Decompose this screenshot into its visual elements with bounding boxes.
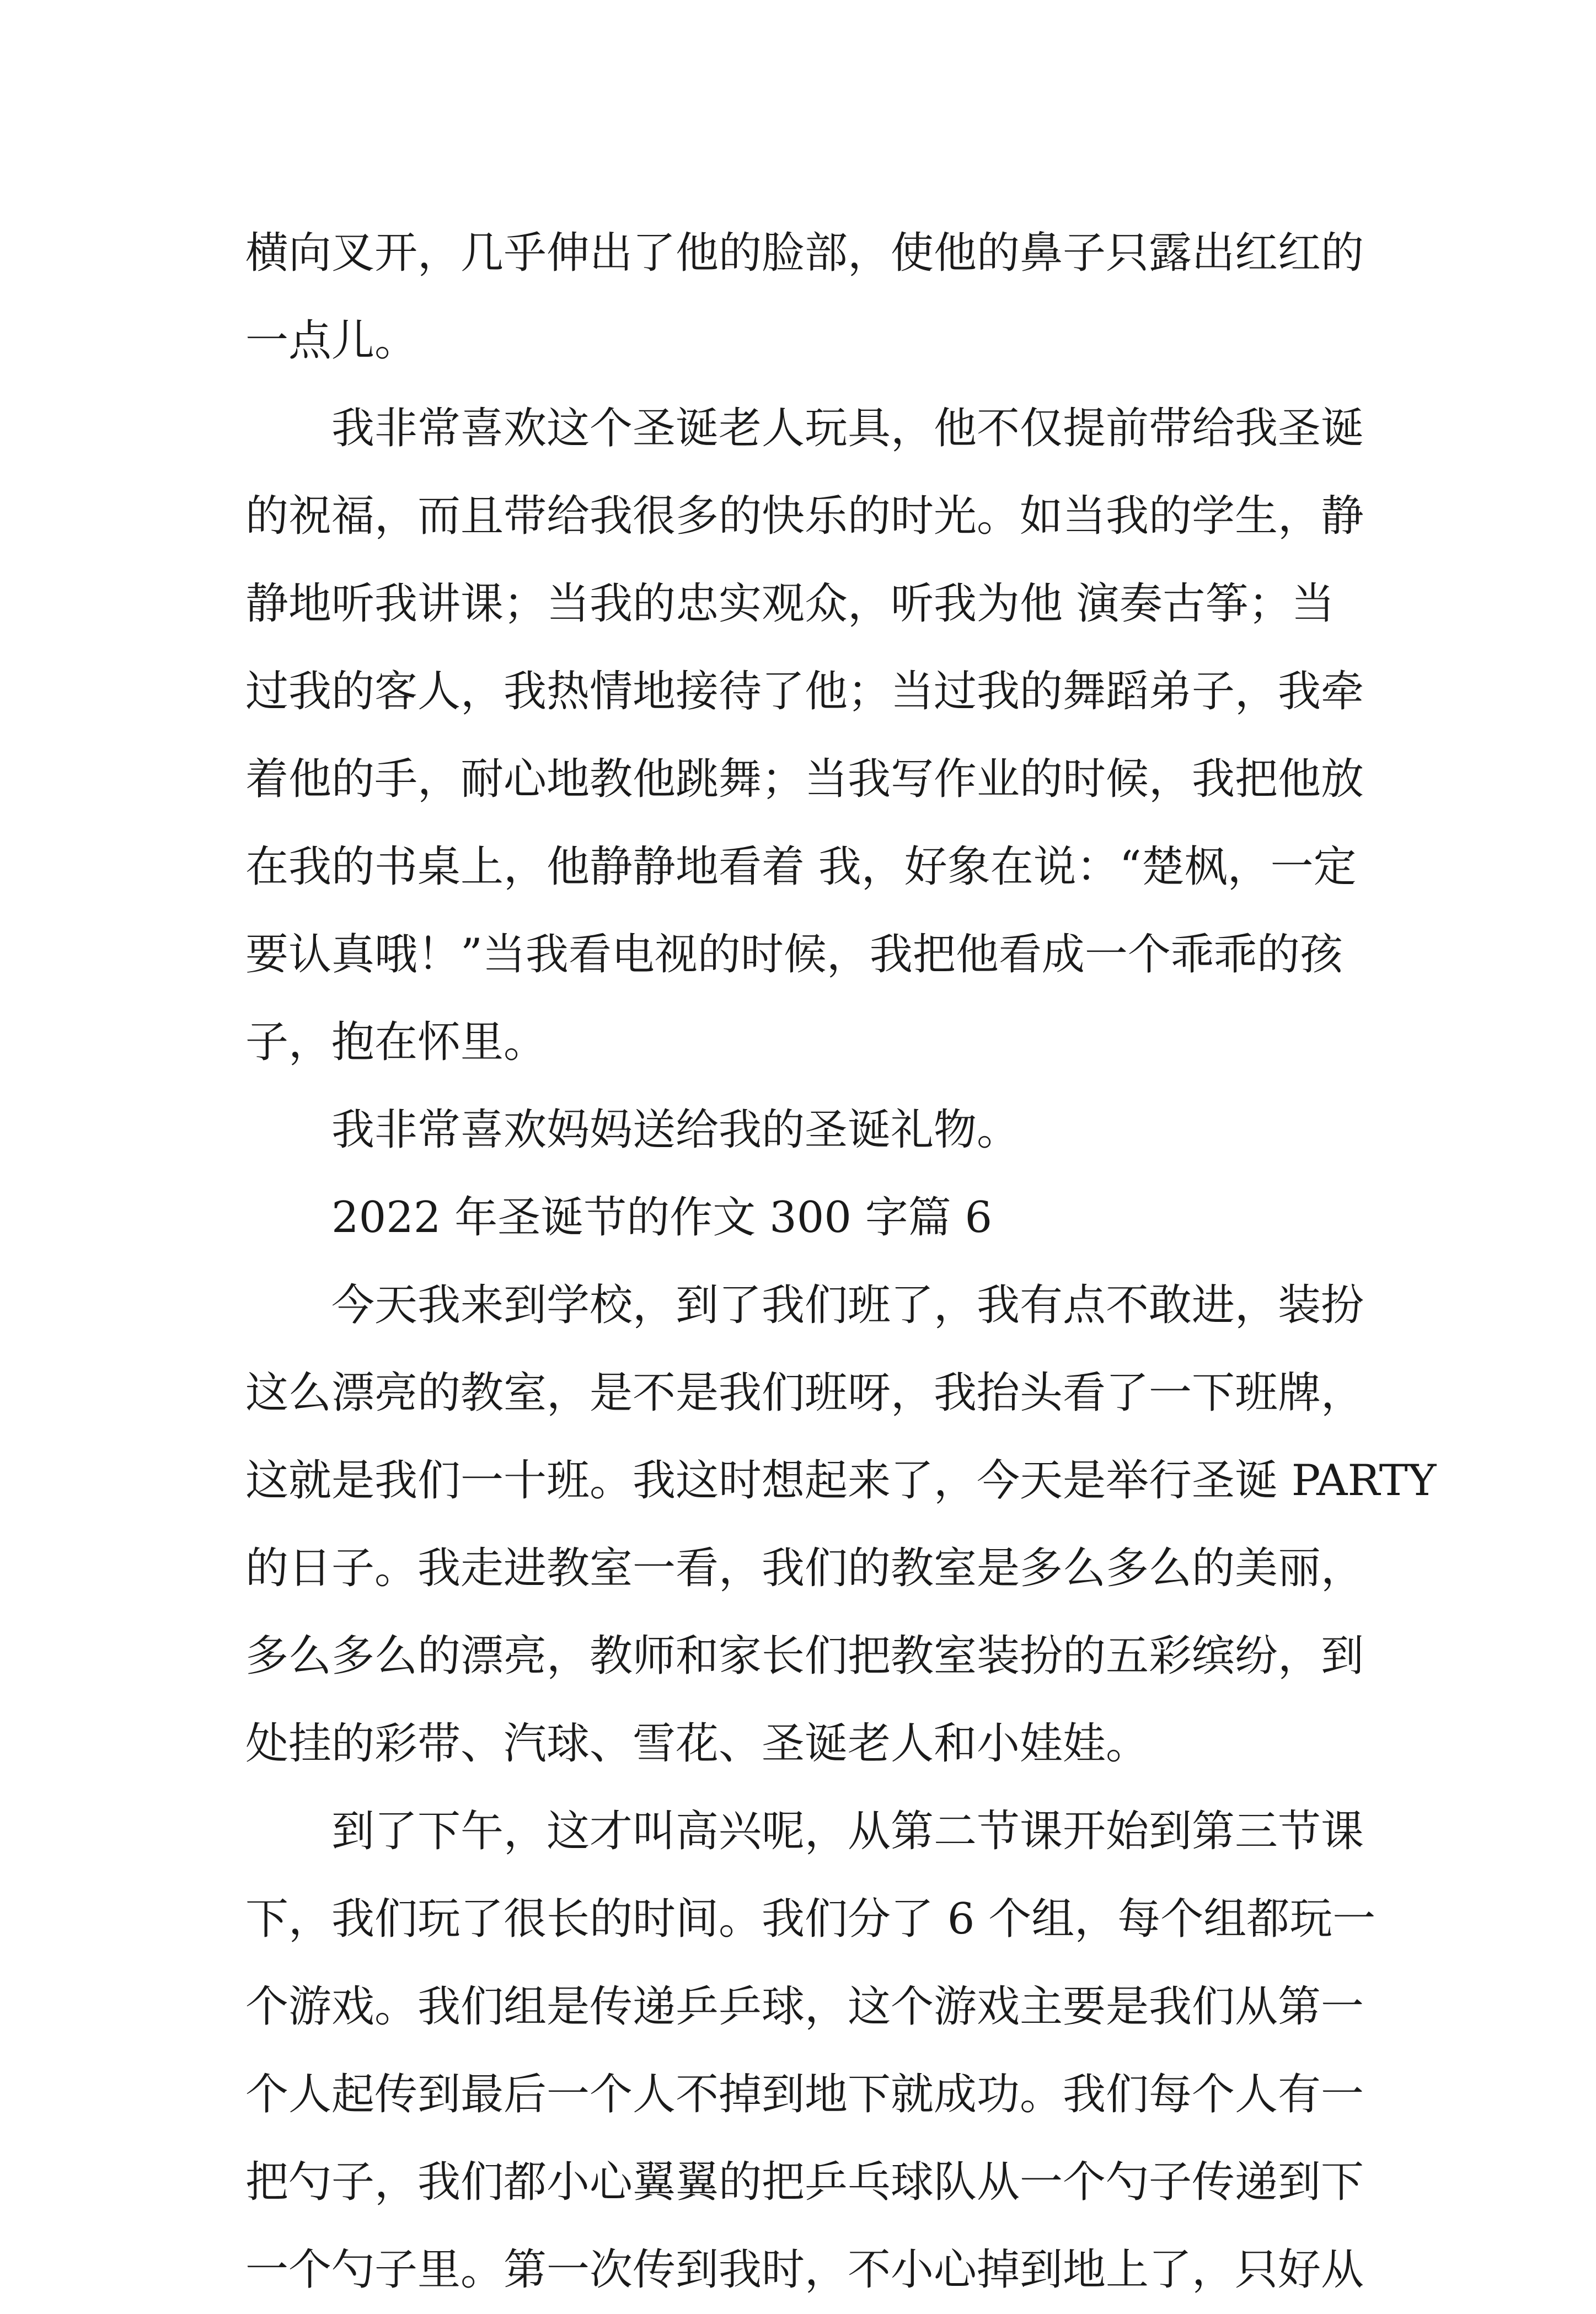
text-line: 横向叉开，几乎伸出了他的脸部，使他的鼻子只露出红红的 — [245, 228, 1364, 278]
text-line: 一个勺子里。第一次传到我时，不小心掉到地上了，只好从 — [245, 2245, 1364, 2295]
paragraph-start-line: 我非常喜欢这个圣诞老人玩具，他不仅提前带给我圣诞 — [331, 404, 1364, 453]
text-line: 个人起传到最后一个人不掉到地下就成功。我们每个人有一 — [245, 2070, 1364, 2119]
text-line: 这么漂亮的教室，是不是我们班呀，我抬头看了一下班牌， — [245, 1368, 1364, 1418]
text-line: 子，抱在怀里。 — [245, 1017, 547, 1067]
text-line: 处挂的彩带、汽球、雪花、圣诞老人和小娃娃。 — [245, 1719, 1149, 1769]
text-line: 多么多么的漂亮，教师和家长们把教室装扮的五彩缤纷，到 — [245, 1631, 1364, 1681]
text-line: 过我的客人，我热情地接待了他；当过我的舞蹈弟子，我牵 — [245, 667, 1364, 716]
text-line: 着他的手，耐心地教他跳舞；当我写作业的时候，我把他放 — [245, 754, 1364, 804]
text-line: 的祝福，而且带给我很多的快乐的时光。如当我的学生，静 — [245, 491, 1364, 541]
text-line: 静地听我讲课；当我的忠实观众，听我为他 演奏古筝；当 — [245, 579, 1335, 629]
text-line: 在我的书桌上，他静静地看着 我，好象在说：“楚枫，一定 — [245, 842, 1357, 892]
text-line: 一点儿。 — [245, 316, 418, 366]
paragraph-start-line: 我非常喜欢妈妈送给我的圣诞礼物。 — [331, 1105, 1020, 1155]
text-line: 的日子。我走进教室一看，我们的教室是多么多么的美丽， — [245, 1544, 1364, 1593]
text-line: 要认真哦！”当我看电视的时候，我把他看成一个乖乖的孩 — [245, 930, 1343, 979]
text-line: 个游戏。我们组是传递乒乒球，这个游戏主要是我们从第一 — [245, 1982, 1364, 2032]
text-line: 这就是我们一十班。我这时想起来了，今天是举行圣诞 PARTY — [245, 1456, 1437, 1506]
paragraph-start-line: 到了下午，这才叫高兴呢，从第二节课开始到第三节课 — [331, 1807, 1364, 1856]
section-heading: 2022 年圣诞节的作文 300 字篇 6 — [331, 1193, 993, 1242]
text-line: 下，我们玩了很长的时间。我们分了 6 个组，每个组都玩一 — [245, 1894, 1376, 1944]
text-line: 把勺子，我们都小心翼翼的把乒乓球队从一个勺子传递到下 — [245, 2157, 1364, 2207]
paragraph-start-line: 今天我来到学校，到了我们班了，我有点不敢进，装扮 — [331, 1281, 1364, 1330]
document-body — [245, 210, 1437, 2314]
